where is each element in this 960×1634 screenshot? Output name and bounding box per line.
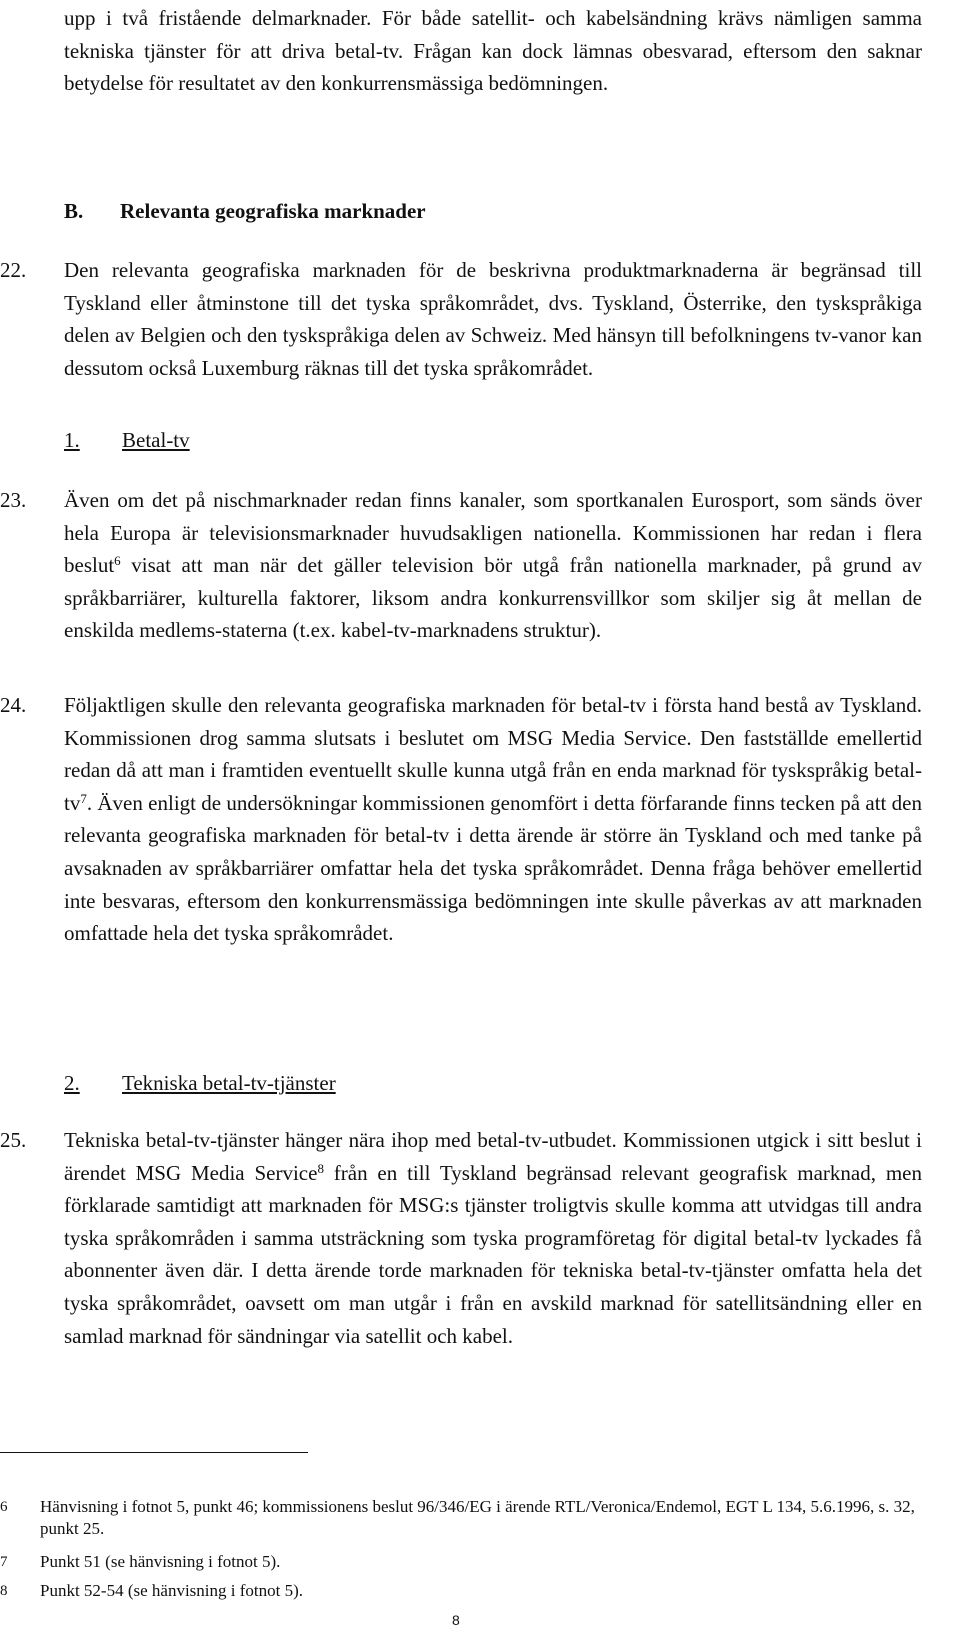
subheading-tekniska bbox=[64, 1071, 336, 1096]
footnote-text: Hänvisning i fotnot 5, punkt 46; kommissionens beslut 96/346/EG i ärende RTL/Veronica/Endemol, EGT L 134, 5.6.1996, s. 32, punkt 25. bbox=[40, 1497, 915, 1538]
subheading-number: 2. bbox=[64, 1071, 80, 1095]
paragraph-number: 22. bbox=[0, 258, 27, 282]
footnote-number: 6 bbox=[0, 1499, 8, 1515]
footnote-text: Punkt 51 (se hänvisning i fotnot 5). bbox=[40, 1552, 281, 1571]
paragraph-number: 25. bbox=[0, 1128, 27, 1152]
footnote-ref-8[interactable]: 8 bbox=[317, 1160, 324, 1176]
paragraph-number: 24. bbox=[0, 693, 27, 717]
paragraph-24-text-a: Följaktligen skulle den relevanta geografiska marknaden för betal-tv i första hand bestå av Tyskland. Kommissionen drog samma slutsats i beslutet om MSG Media Service. Den fastställde emellertid redan då att man i framtiden eventuellt skulle kunna utgå från en enda marknad för tyskspråkig betal-tv bbox=[64, 693, 922, 815]
paragraph-22-text: Den relevanta geografiska marknaden för de beskrivna produktmarknaderna är begränsad till Tyskland eller åtminstone till det tyska språkområdet, dvs. Tyskland, Österrike, den tyskspråkiga delen av Belgien och den tyskspråkiga delen av Schweiz. Med hänsyn till befolkningens tv-vanor kan dessutom också Luxemburg räknas till det tyska språkområdet. bbox=[64, 258, 922, 380]
section-title: Relevanta geografiska marknader bbox=[120, 199, 426, 223]
paragraph-text bbox=[64, 689, 922, 950]
subheading-title: Betal-tv bbox=[122, 428, 190, 452]
paragraph-23 bbox=[0, 484, 922, 647]
section-heading-b bbox=[64, 199, 426, 224]
footnote-number: 7 bbox=[0, 1554, 8, 1570]
paragraph-24-text-b: . Även enligt de undersökningar kommissionen genomfört i detta förfarande finns tecken på att den relevanta geografiska marknaden för betal-tv i detta ärende är större än Tyskland och med tanke på avsaknaden av språkbarriärer omfattar hela det tyska språkområdet. Denna fråga behöver emellertid inte besvaras, eftersom den konkurrensmässiga bedömningen inte skulle påverkas av att marknaden omfattade hela det tyska språkområdet. bbox=[64, 790, 922, 946]
paragraph-25 bbox=[0, 1124, 922, 1352]
footnote-number: 8 bbox=[0, 1583, 8, 1599]
footnote-6 bbox=[0, 1496, 930, 1540]
footnote-ref-7[interactable]: 7 bbox=[80, 790, 87, 806]
paragraph-text bbox=[64, 484, 922, 647]
paragraph-24 bbox=[0, 689, 922, 950]
paragraph-25-text-b: från en till Tyskland begränsad relevant geografisk marknad, men förklarade samtidigt att marknaden för MSG:s tjänster troligtvis skulle komma att utvidgas till andra tyska språkområden i samma utsträckning som tyska programföretag för digital betal-tv lyckades få abonnenter även där. I detta ärende torde marknaden för tekniska betal-tv-tjänster omfatta hela det tyska språkområdet, oavsett om man utgår i från en avskild marknad för satellitsändning eller en samlad marknad för sändningar via satellit och kabel. bbox=[64, 1160, 922, 1348]
subheading-betal-tv bbox=[64, 428, 190, 453]
paragraph-23-text-a: Även om det på nischmarknader redan finns kanaler, som sportkanalen Eurosport, som sänds över hela Europa är televisionsmarknader huvudsakligen nationella. Kommissionen har redan i flera beslut bbox=[64, 488, 922, 578]
paragraph-23-text-b: visat att man när det gäller television bör utgå från nationella marknader, på grund av språkbarriärer, kulturella faktorer, liksom andra konkurrensvillkor som skiljer sig åt mellan de enskilda medlems-staterna (t.ex. kabel-tv-marknadens struktur). bbox=[64, 553, 922, 643]
paragraph-text bbox=[64, 1124, 922, 1352]
section-number: B. bbox=[64, 199, 84, 223]
intro-paragraph: upp i två fristående delmarknader. För både satellit- och kabelsändning krävs nämligen samma tekniska tjänster för att driva betal-tv. Frågan kan dock lämnas obesvarad, eftersom den saknar betydelse för resultatet av den konkurrensmässiga bedömningen. bbox=[64, 6, 922, 96]
footnote-separator bbox=[0, 1452, 308, 1453]
page-number: 8 bbox=[452, 1612, 460, 1628]
footnote-8 bbox=[0, 1580, 930, 1602]
subheading-title: Tekniska betal-tv-tjänster bbox=[122, 1071, 336, 1095]
subheading-number: 1. bbox=[64, 428, 80, 452]
paragraph-text bbox=[64, 254, 922, 384]
paragraph-22 bbox=[0, 254, 922, 384]
paragraph-number: 23. bbox=[0, 488, 27, 512]
footnote-ref-6[interactable]: 6 bbox=[114, 553, 121, 569]
footnote-text: Punkt 52-54 (se hänvisning i fotnot 5). bbox=[40, 1581, 304, 1600]
footnote-7 bbox=[0, 1551, 930, 1573]
paragraph-25-text-a: Tekniska betal-tv-tjänster hänger nära ihop med betal-tv-utbudet. Kommissionen utgick i sitt beslut i ärendet MSG Media Service bbox=[64, 1128, 922, 1185]
